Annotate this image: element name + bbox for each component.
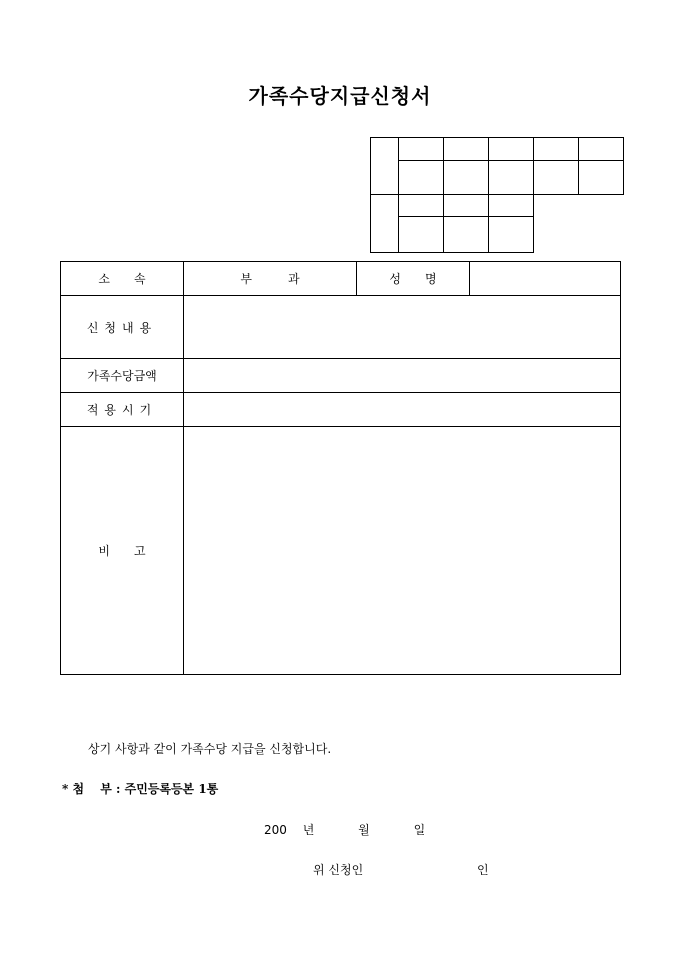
date-line — [264, 821, 425, 838]
applicant-label: 위 신청인 — [313, 863, 364, 877]
approval-head-cell — [444, 195, 489, 217]
apply-period-label: 적용시기 — [61, 393, 184, 427]
family-allowance-amount-field[interactable] — [184, 359, 621, 393]
family-allowance-amount-label: 가족수당금액 — [61, 359, 184, 393]
approval-head-cell — [579, 138, 624, 161]
date-month-unit: 월 — [358, 823, 370, 837]
approval-sign-cell[interactable] — [534, 161, 579, 195]
remarks-field[interactable] — [184, 427, 621, 675]
affiliation-label: 소 속 — [61, 262, 184, 296]
approval-sign-cell[interactable] — [489, 161, 534, 195]
declaration-text: 상기 사항과 같이 가족수당 지급을 신청합니다. — [88, 742, 332, 756]
approval-head-cell — [399, 138, 444, 161]
approval-sign-cell[interactable] — [399, 161, 444, 195]
application-form-table — [60, 261, 621, 675]
approval-grid-top — [370, 137, 624, 195]
date-year[interactable]: 200 — [264, 823, 287, 837]
approval-head-cell — [489, 138, 534, 161]
approval-sign-cell[interactable] — [579, 161, 624, 195]
remarks-label: 비 고 — [61, 427, 184, 675]
date-year-unit: 년 — [302, 823, 315, 837]
approval-head-cell — [444, 138, 489, 161]
department-label: 부 과 — [184, 262, 357, 296]
approval-sign-cell[interactable] — [444, 161, 489, 195]
attachment-note: * 첨 부 : 주민등록등본 1통 — [62, 782, 219, 796]
name-label: 성 명 — [357, 262, 470, 296]
approval-sign-cell[interactable] — [489, 217, 534, 253]
approval-head-cell — [534, 138, 579, 161]
document-title: 가족수당지급신청서 — [248, 84, 432, 108]
approval-sign-cell[interactable] — [399, 217, 444, 253]
approval-head-cell — [489, 195, 534, 217]
seal-label[interactable]: 인 — [477, 863, 489, 877]
request-content-label: 신청내용 — [61, 296, 184, 359]
approval-grid-bottom — [370, 194, 534, 253]
date-day-unit: 일 — [413, 823, 426, 837]
approval-side-cell — [371, 138, 399, 195]
name-field[interactable] — [470, 262, 621, 296]
request-content-field[interactable] — [184, 296, 621, 359]
approval-side-cell — [371, 195, 399, 253]
approval-head-cell — [399, 195, 444, 217]
apply-period-field[interactable] — [184, 393, 621, 427]
approval-sign-cell[interactable] — [444, 217, 489, 253]
signature-line — [313, 861, 489, 878]
